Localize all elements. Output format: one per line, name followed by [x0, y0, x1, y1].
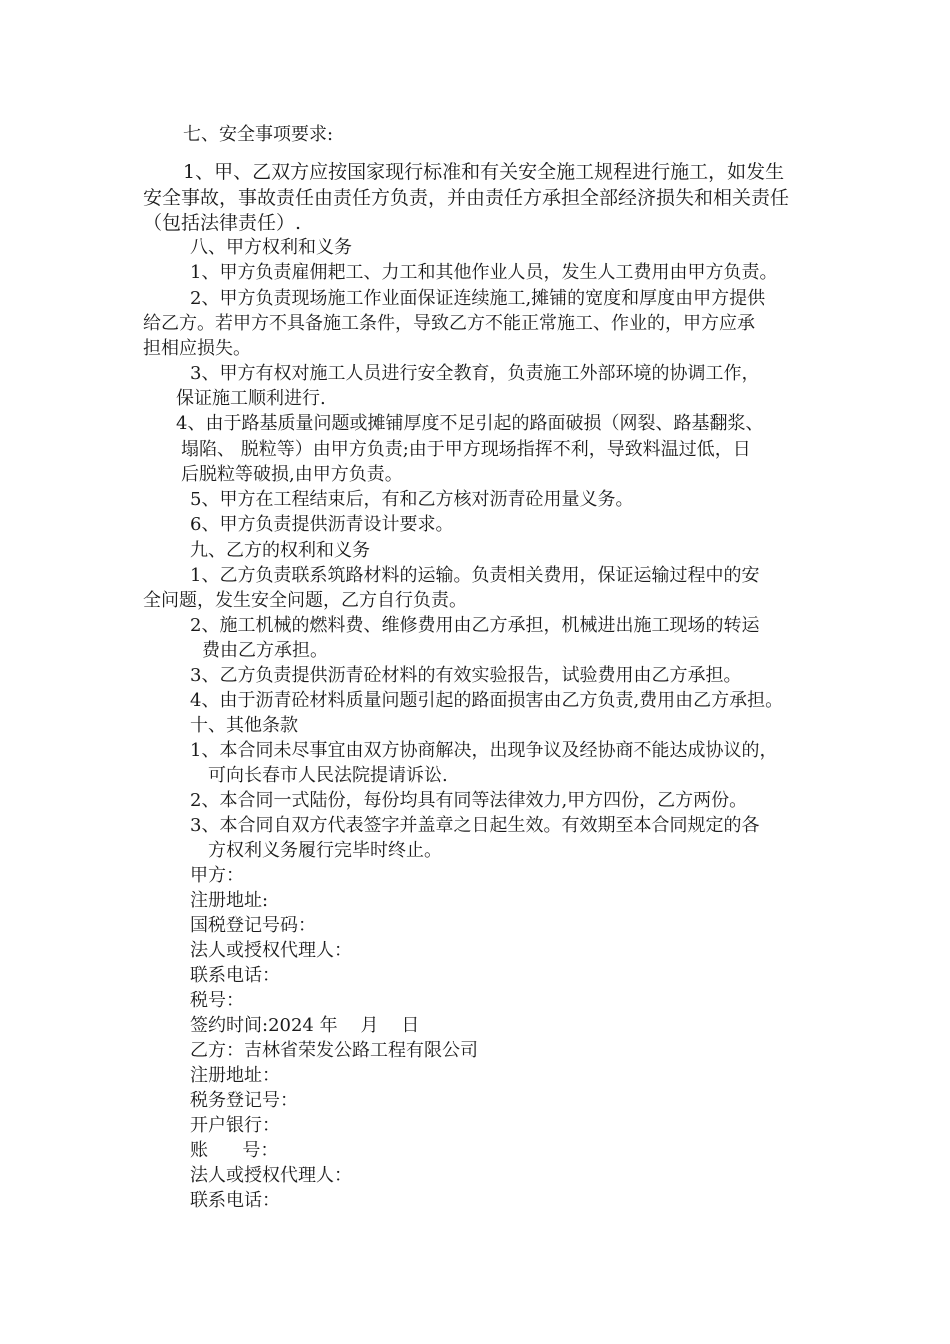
party-b-account: 账 号：: [190, 1140, 279, 1161]
party-a-phone: 联系电话：: [190, 965, 280, 986]
section-7-item-1-line-2: 安全事故，事故责任由责任方负责，并由责任方承担全部经济损失和相关责任: [143, 187, 790, 209]
party-a-tax-registration: 国税登记号码：: [190, 915, 316, 936]
section-9-item-2-line-1: 2、施工机械的燃料费、维修费用由乙方承担，机械进出施工现场的转运: [190, 615, 760, 636]
section-10-item-1-line-2: 可向长春市人民法院提请诉讼.: [208, 765, 448, 786]
party-a-address: 注册地址:: [190, 890, 269, 911]
party-a-legal-representative: 法人或授权代理人：: [190, 940, 352, 961]
section-9-item-1-line-1: 1、乙方负责联系筑路材料的运输。负责相关费用，保证运输过程中的安: [190, 565, 760, 586]
section-8-item-3-line-1: 3、甲方有权对施工人员进行安全教育，负责施工外部环境的协调工作，: [190, 363, 760, 384]
party-a-sign-date: 签约时间:2024 年 月 日: [190, 1015, 420, 1036]
party-a-tax-number: 税号：: [190, 990, 244, 1011]
section-8-item-4-line-1: 4、由于路基质量问题或摊铺厚度不足引起的路面破损（网裂、路基翻浆、: [176, 413, 764, 434]
section-8-item-5: 5、甲方在工程结束后，有和乙方核对沥青砼用量义务。: [190, 489, 634, 510]
party-b-phone: 联系电话：: [190, 1190, 280, 1211]
section-8-item-2-line-3: 担相应损失。: [143, 338, 251, 359]
section-8-heading: 八、甲方权利和义务: [190, 237, 352, 258]
section-7-item-1-line-1: 1、甲、乙双方应按国家现行标准和有关安全施工规程进行施工，如发生: [183, 161, 785, 183]
section-8-item-1: 1、甲方负责雇佣耙工、力工和其他作业人员，发生人工费用由甲方负责。: [190, 262, 778, 283]
section-9-heading: 九、乙方的权利和义务: [190, 540, 370, 561]
section-8-item-2-line-1: 2、甲方负责现场施工作业面保证连续施工,摊铺的宽度和厚度由甲方提供: [190, 288, 766, 309]
section-10-item-3-line-1: 3、本合同自双方代表签字并盖章之日起生效。有效期至本合同规定的各: [190, 815, 760, 836]
section-7-heading: 七、安全事项要求:: [183, 124, 334, 145]
section-8-item-3-line-2: 保证施工顺利进行.: [176, 388, 326, 409]
section-10-heading: 十、其他条款: [190, 715, 298, 736]
section-9-item-3: 3、乙方负责提供沥青砼材料的有效实验报告，试验费用由乙方承担。: [190, 665, 742, 686]
party-b-tax-registration: 税务登记号：: [190, 1090, 298, 1111]
party-a-label: 甲方：: [190, 865, 244, 886]
section-9-item-1-line-2: 全问题，发生安全问题，乙方自行负责。: [143, 590, 467, 611]
section-8-item-6: 6、甲方负责提供沥青设计要求。: [190, 514, 454, 535]
section-9-item-4: 4、由于沥青砼材料质量问题引起的路面损害由乙方负责,费用由乙方承担。: [190, 690, 784, 711]
section-8-item-4-line-3: 后脱粒等破损,由甲方负责。: [181, 464, 403, 485]
section-10-item-1-line-1: 1、本合同未尽事宜由双方协商解决，出现争议及经协商不能达成协议的，: [190, 740, 778, 761]
section-10-item-3-line-2: 方权利义务履行完毕时终止。: [208, 840, 442, 861]
party-b-bank: 开户银行：: [190, 1115, 280, 1136]
party-b-address: 注册地址：: [190, 1065, 280, 1086]
section-8-item-4-line-2: 塌陷、 脱粒等）由甲方负责;由于甲方现场指挥不利，导致料温过低，日: [181, 439, 751, 460]
party-b-label: 乙方：吉林省荣发公路工程有限公司: [190, 1040, 478, 1061]
section-8-item-2-line-2: 给乙方。若甲方不具备施工条件，导致乙方不能正常施工、作业的，甲方应承: [143, 313, 755, 334]
section-7-item-1-line-3: （包括法律责任）.: [143, 212, 302, 234]
party-b-legal-representative: 法人或授权代理人：: [190, 1165, 352, 1186]
section-10-item-2: 2、本合同一式陆份，每份均具有同等法律效力,甲方四份，乙方两份。: [190, 790, 748, 811]
section-9-item-2-line-2: 费由乙方承担。: [202, 640, 328, 661]
